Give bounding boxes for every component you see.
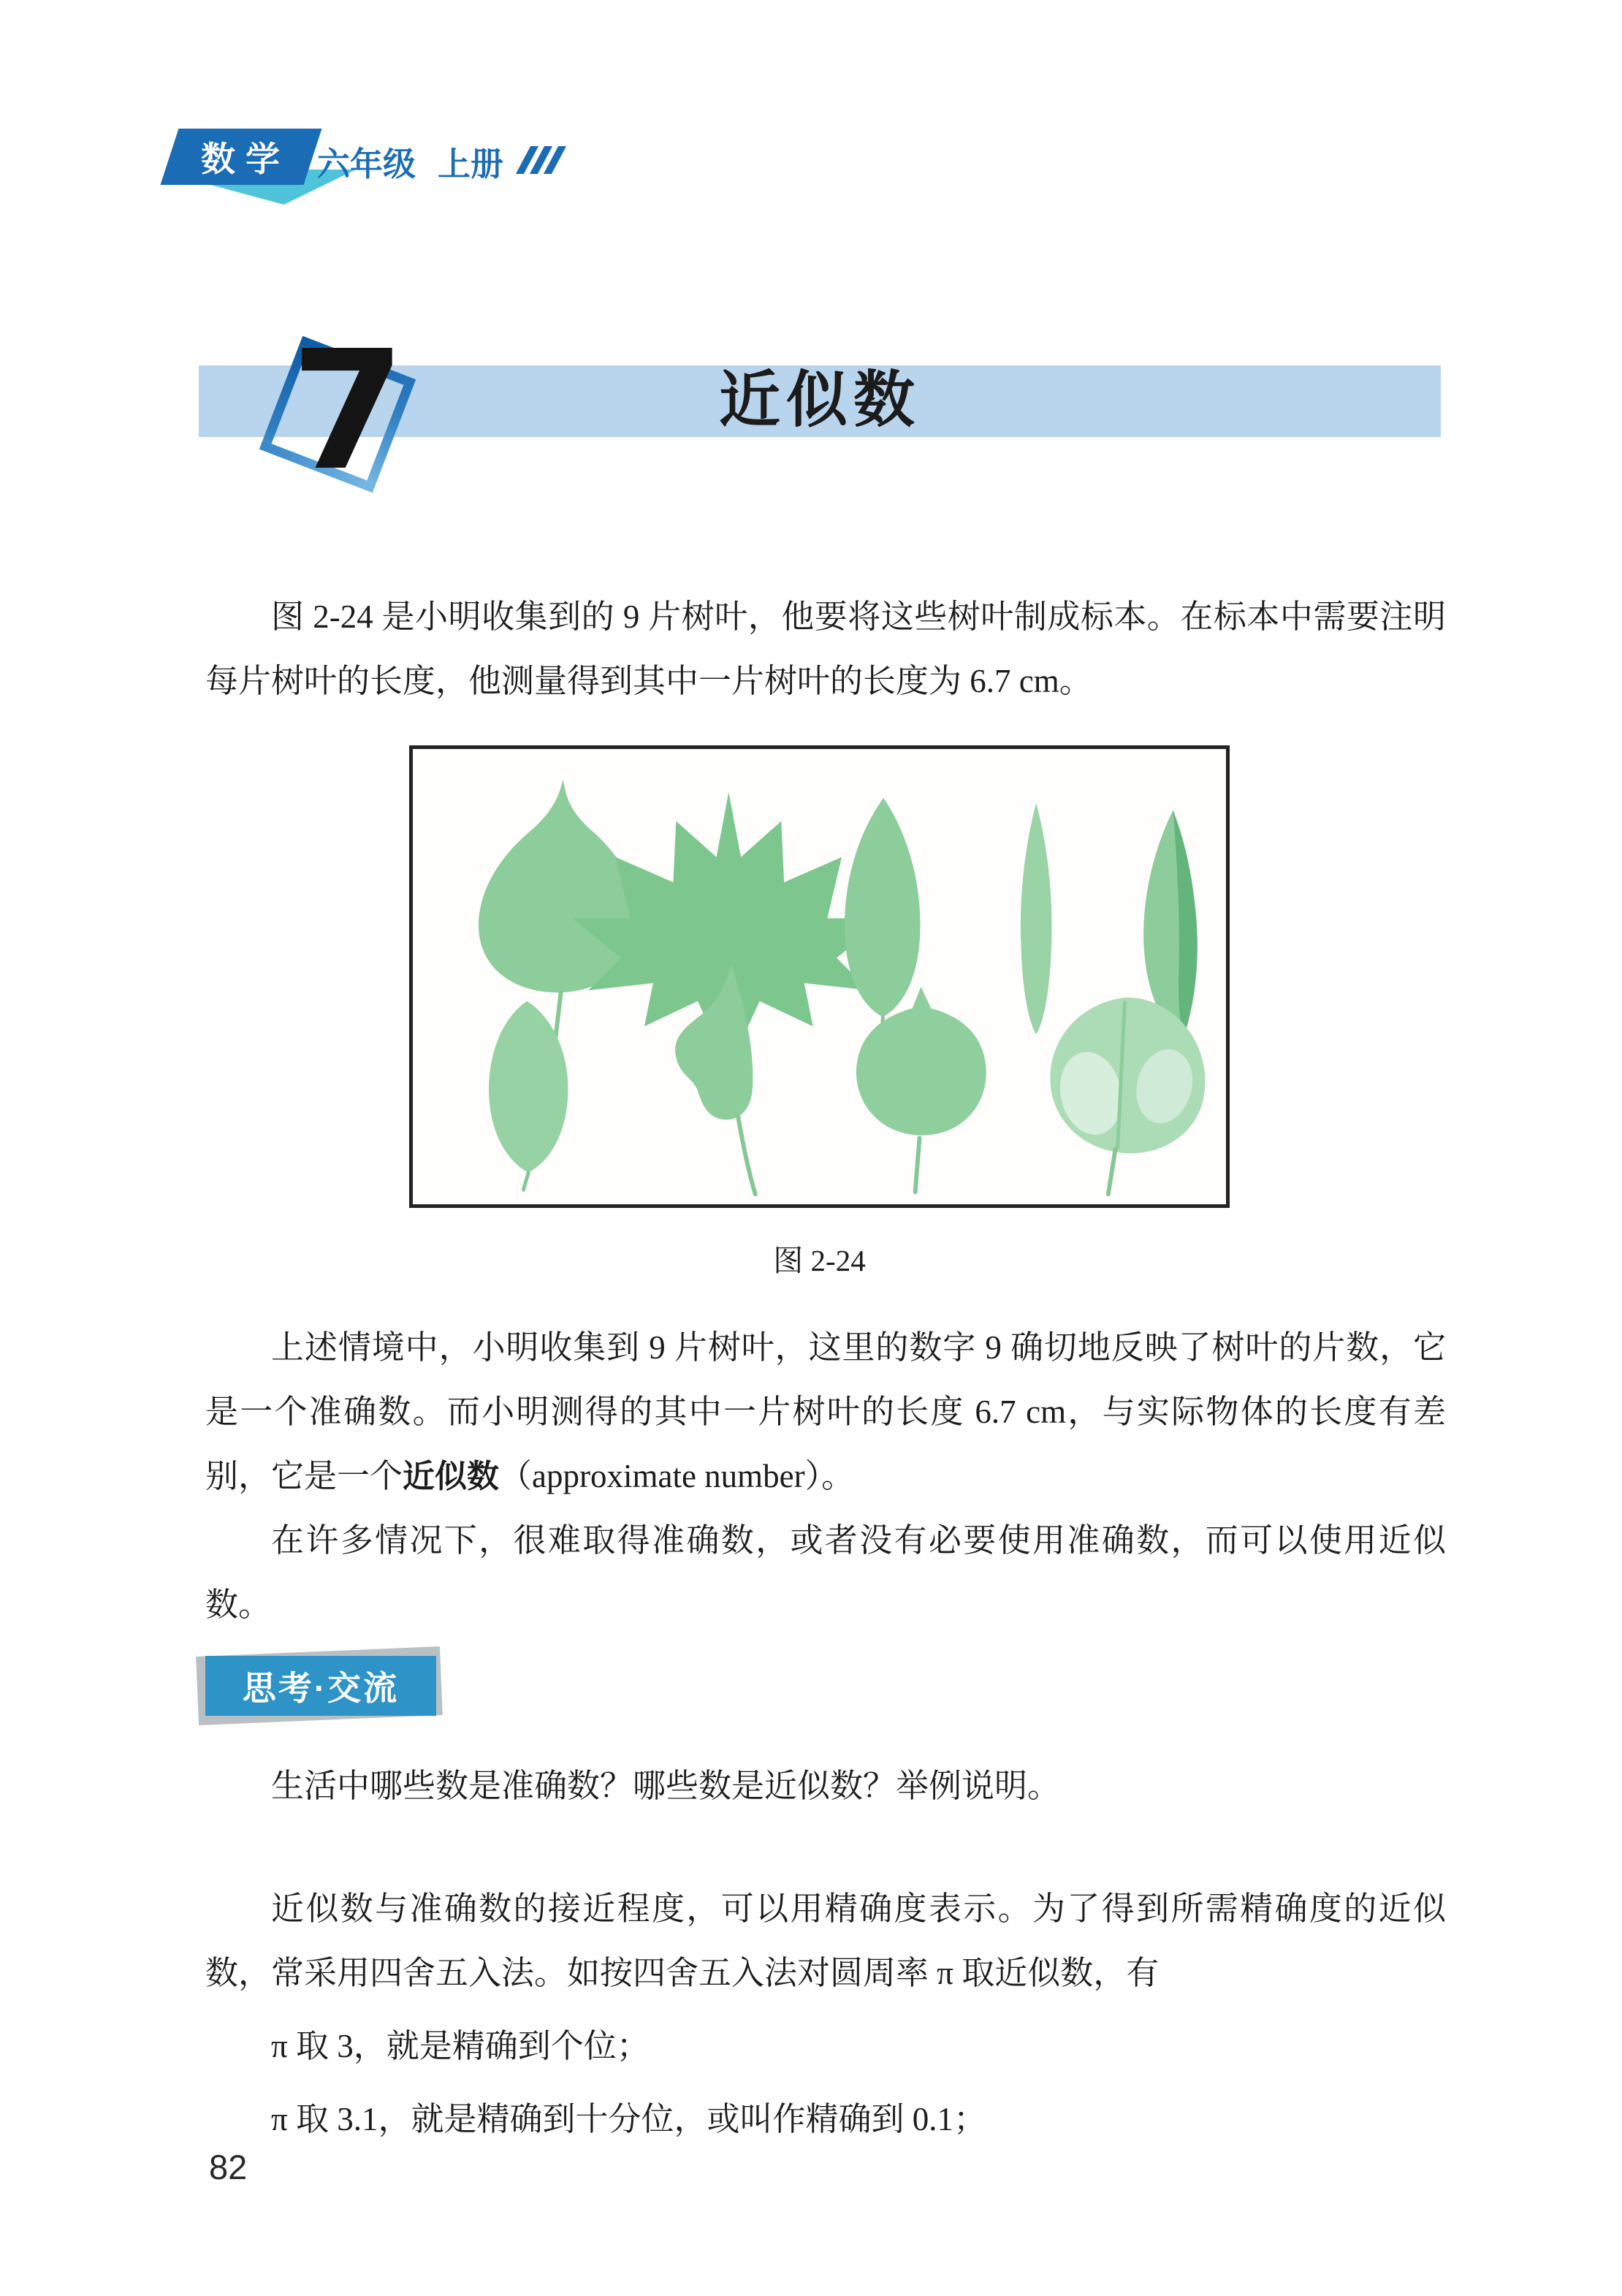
think-question: 生活中哪些数是准确数？哪些数是近似数？举例说明。 — [271, 1768, 1061, 1804]
badge-label: 思考·交流 — [242, 1669, 400, 1707]
body-paragraph-usage: 在许多情况下，很难取得准确数，或者没有必要使用准确数，而可以使用近似数。 — [205, 1522, 1446, 1623]
triple-slash-icon — [523, 146, 574, 175]
subject-logo-label: 数学 — [201, 140, 290, 178]
heart-leaf-icon — [856, 987, 986, 1192]
chapter-number: 7 — [291, 316, 406, 507]
think-communicate-badge — [196, 1649, 459, 1729]
grade-label: 六年级 — [317, 145, 416, 183]
volume-label: 上册 — [438, 145, 504, 183]
leaves-illustration — [413, 749, 1226, 1204]
body-paragraph-approximate — [205, 1315, 1446, 1509]
p2-text-before: 上述情境中，小明收集到 9 片树叶，这里的数字 9 确切地反映了树叶的片数，它是一个准确数。而小明测得的其中一片树叶的长度 6.7 cm，与实际物体的长度有差别，它是一个 — [205, 1329, 1446, 1494]
p2-text-after: （approximate number）。 — [499, 1458, 855, 1494]
willow-leaf-icon — [1021, 803, 1052, 1034]
subject-logo — [160, 129, 321, 185]
pi-unit-line: π 取 3，就是精确到个位； — [271, 2028, 650, 2064]
variegated-leaf-icon — [1050, 997, 1205, 1194]
page-header — [0, 0, 1622, 234]
intro-paragraph: 图 2-24 是小明收集到的 9 片树叶，他要将这些树叶制成标本。在标本中需要注明每片树叶的长度，他测量得到其中一片树叶的长度为 6.7 cm。 — [205, 598, 1446, 699]
figure-leaves — [409, 745, 1230, 1208]
chapter-title: 近似数 — [718, 367, 921, 435]
page-number: 82 — [209, 2148, 248, 2186]
badge-panel — [205, 1656, 436, 1716]
pi-tenth-line: π 取 3.1，就是精确到十分位，或叫作精确到 0.1； — [271, 2101, 986, 2137]
figure-caption: 图 2-24 — [773, 1244, 866, 1277]
precision-paragraph: 近似数与准确数的接近程度，可以用精确度表示。为了得到所需精确度的近似数，常采用四舍五入法。如按四舍五入法对圆周率 π 取近似数，有 — [205, 1890, 1446, 1991]
term-approximate-number: 近似数 — [403, 1459, 500, 1494]
